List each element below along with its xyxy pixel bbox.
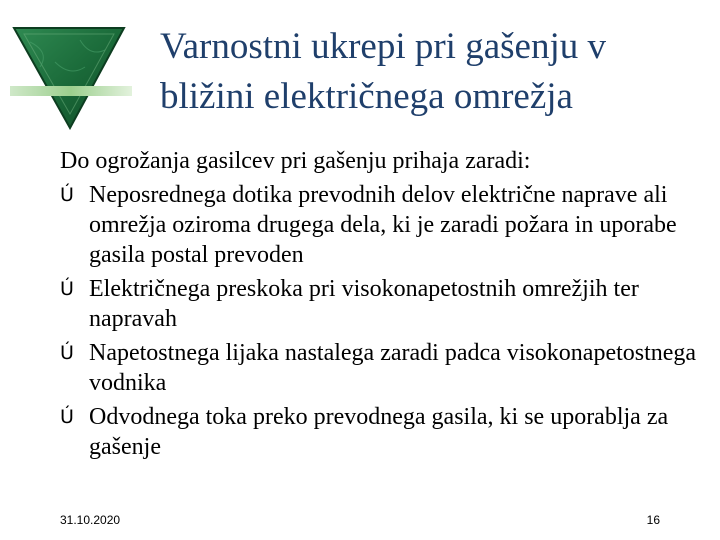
page-number: 16: [646, 513, 660, 527]
bullet-marker-icon: Ú: [60, 184, 74, 206]
intro-text: Do ogrožanja gasilcev pri gašenju prihaja zaradi:: [60, 148, 531, 174]
slide-body: [60, 146, 700, 466]
list-item: [60, 402, 700, 462]
bullet-text: Odvodnega toka preko prevodnega gasila, ki se uporablja za gašenje: [89, 404, 669, 460]
footer-date: 31.10.2020: [60, 513, 121, 527]
slide-title: Varnostni ukrepi pri gašenju v bližini električnega omrežja: [160, 26, 606, 117]
bullet-text: Električnega preskoka pri visokonapetostnih omrežjih ter napravah: [89, 276, 639, 332]
list-item: [60, 180, 700, 270]
bullet-marker-icon: Ú: [60, 342, 74, 364]
list-item: [60, 274, 700, 334]
bullet-marker-icon: Ú: [60, 406, 74, 428]
bullet-text: Neposrednega dotika prevodnih delov električne naprave ali omrežja oziroma drugega dela, ki je zaradi požara in uporabe gasila postal prevoden: [89, 182, 677, 268]
bullet-marker-icon: Ú: [60, 278, 74, 300]
bullet-text: Napetostnega lijaka nastalega zaradi padca visokonapetostnega vodnika: [89, 340, 697, 396]
bullet-list: [60, 180, 700, 462]
green-triangle-logo-icon: [10, 22, 132, 130]
list-item: [60, 338, 700, 398]
